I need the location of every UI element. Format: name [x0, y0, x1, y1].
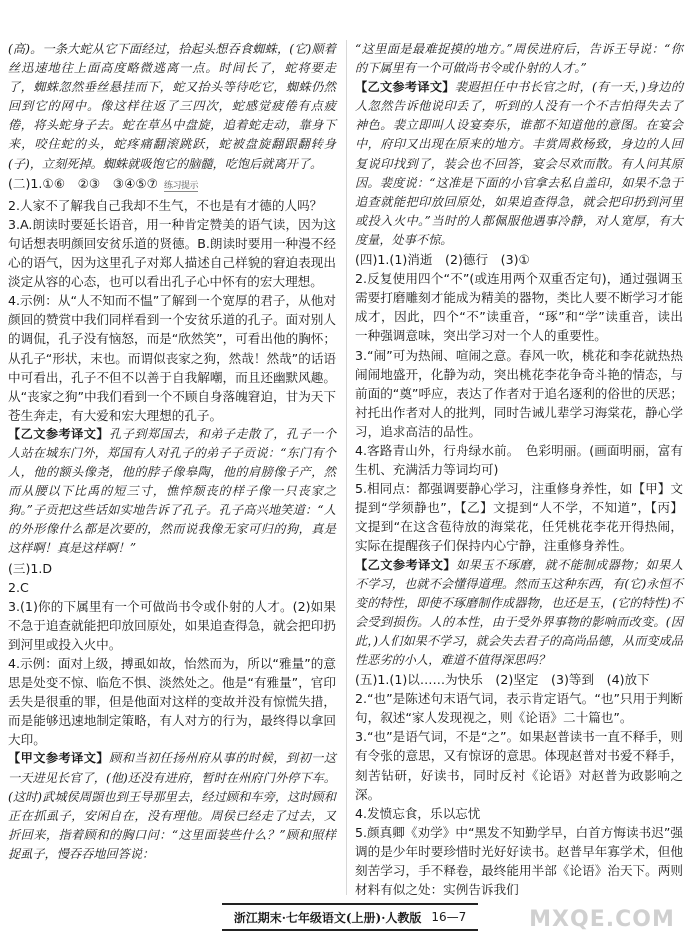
paragraph-text: 4.示例：面对上级，搏虱如故，怡然而为，所以“雅量”的意思是处变不惊、临危不惧、淡然处之。他是“有雅量”，官印丢失是很重的罪，但是他面对这样的变故并没有惊慌失措，而是能够迅速地制定策略，有人对方的行为，最终得以拿回大印。 — [8, 656, 336, 748]
answer-paragraph — [8, 196, 336, 215]
answer-paragraph — [355, 441, 683, 479]
answer-paragraph — [8, 578, 336, 597]
translation-tag: 【乙文参考译文】 — [8, 426, 110, 441]
paragraph-text: 3.(1)你的下属里有一个可做尚书令或仆射的人才。(2)如果不急于追查就能把印放回原处，如果追查得急，就会把印扔到河里或投入火中。 — [8, 598, 336, 652]
paragraph-text: 2.“也”是陈述句末语气词，表示肯定语气。“也”只用于判断句，叙述“家人发现视之，则《论语》二十篇也”。 — [355, 691, 683, 726]
paragraph-text: 2.人家不了解我自己我却不生气，不也是有才德的人吗？ — [8, 197, 323, 213]
page-footer — [222, 903, 478, 931]
answer-paragraph — [355, 670, 683, 689]
paragraph-text: 如果玉不琢磨，就不能制成器物；如果人不学习，也就不会懂得道理。然而玉这种东西，有(它)永恒不变的特性，即使不琢磨制作成器物，也还是玉，(它的特性)不会受到损伤。人的本性，由于受外界事物的影响而改变。(因此，)人们如果不学习，就会失去君子的高尚品德，从而变成品性恶劣的小人，难道不值得深思吗？ — [355, 557, 684, 667]
paragraph-text: 4.客路青山外，行舟绿水前。 色彩明丽。(画面明丽，富有生机、充满活力等词均可) — [355, 442, 683, 478]
paragraph-text: 3.“也”是语气词，不是“之”。如果赵普读书一直不释手，则有令张的意思，又有惊讶的意思。体现赵普对书爱不释手，刻苦钻研，好读书，同时反衬《论语》对赵普为政影响之深。 — [355, 729, 683, 802]
translation-tag: 【甲文参考译文】 — [8, 751, 110, 766]
answer-paragraph — [355, 727, 683, 803]
paragraph-text: 4.示例：从“人不知而不愠”了解到一个宽厚的君子，从他对颜回的赞赏中我们同样看到一个安贫乐道的孔子。面对别人的调侃，孔子没有恼怒，而是“欣然笑”，可看出他的胸怀；从孔子“形状，末也。而谓似丧家之狗，然哉！然哉”的话语中可看出，孔子不但不以善于自我解嘲，而且还幽默风趣。从“丧家之狗”中我们看到一个不顾自身落魄窘迫，甘为天下苍生奔走，有大爱和宏大理想的孔子。 — [8, 293, 336, 423]
paragraph-text: “这里面是最难捉摸的地方。”周侯进府后，告诉王导说：“你的下属里有一个可做尚书令或仆射的人才。” — [355, 42, 683, 76]
answer-paragraph — [355, 804, 683, 823]
watermark-logo: MXQE.COM — [529, 906, 675, 932]
paragraph-text: (高)。一条大蛇从它下面经过，拾起头想吞食蜘蛛，(它)顺着丝迅速地往上面高度略微逃离一点。时间长了，蛇将要走了，蜘蛛忽然垂丝悬挂而下，蛇又抬头等待吃它，蜘蛛仍然回到它的网中。像这样往返了三四次，蛇感觉疲倦有点疲倦，将头蛇身子去。蛇在草丛中盘旋，追着蛇走动，靠身下来，咬住蛇的头，蛇疼痛翻滚跳跃，蛇被盘旋翻跟翻转身(子)，立刻死掉。蜘蛛就吸饱它的脑髓，吃饱后就离开了。 — [8, 42, 336, 171]
right-column — [355, 40, 683, 899]
paragraph-text: (五)1.(1)以……为快乐 (2)坚定 (3)等到 (4)放下 — [355, 672, 650, 688]
paragraph-text: 5.相同点：都强调要静心学习，注重修身养性，如【甲】文提到“学须静也”，【乙】文提到“人不学，不知道”，【丙】文提到“在这含苞待放的海棠花，任凭桃花李花开得热闹，实际在提醒孩子们保持内心宁静，注重修身养性。 — [355, 481, 683, 554]
answer-paragraph — [355, 479, 683, 555]
answer-paragraph — [355, 556, 683, 671]
page-number: 16—7 — [431, 910, 467, 924]
answer-paragraph — [8, 40, 336, 174]
paragraph-text: 顾和当初任扬州府从事的时候，到初一这一天进见长官了，(他)还没有进府，暂时在州府门外停下车。(这时)武城侯周顗也到王导那里去，经过顾和车旁，这时顾和正在抓虱子，安闲自在，没有理他。周侯已经走了过去，又折回来，指着顾和的胸口问：“这里面装些什么？”顾和照样捉虱子，慢吞吞地回答说： — [8, 751, 337, 861]
footer-title: 浙江期末·七年级语文(上册)·人教版 — [233, 910, 422, 925]
answer-paragraph — [355, 40, 683, 78]
answer-paragraph — [355, 689, 683, 727]
left-column — [8, 40, 336, 864]
answer-paragraph — [8, 749, 336, 864]
answer-paragraph — [355, 269, 683, 345]
paragraph-text: 2.C — [8, 579, 29, 595]
translation-tag: 【乙文参考译文】 — [355, 80, 455, 95]
paragraph-text: 裴遐担任中书长官之时，(有一天，)身边的人忽然告诉他说印丢了，听到的人没有一个不吉怕得失去了神色。裴立即叫人设宴奏乐，谁都不知道他的意图。在宴会中，府印又出现在原来的地方。丰赏周救杨致，身边的人回复说印找到了，装会也不回答，宴会尽欢而散。有人问其原因。裴度说：“这准是下面的小官拿去私自盖印，如果不急于追查就能把印放回原处，如果追查得急，就会把印扔到河里或投入火中。”当时的人都佩服他遇事冷静，对人宽厚，有大度量，处事不惊。 — [355, 80, 684, 247]
answer-paragraph — [8, 559, 336, 578]
answer-paragraph — [8, 215, 336, 291]
paragraph-text: 5.颜真卿《劝学》中“黑发不知勤学早，白首方悔读书迟”强调的是少年时要珍惜时光好好读书。赵普早年寡学术，但他刻苦学习，手不释卷，最终能用半部《论语》治天下。两则材料有似之处：实例告诉我们 — [355, 824, 683, 898]
translation-tag: 【乙文参考译文】 — [355, 557, 457, 572]
answer-paragraph — [8, 654, 336, 749]
paragraph-text: 3.A.朗读时要延长语音，用一种肯定赞美的语气读，因为这句话想表明颜回安贫乐道的贤德。B.朗读时要用一种漫不经心的语气，因为这里孔子对郑人描述自己样貌的窘迫表现出淡定从容的心态，也可以看出孔子心中怀有的宏大理想。 — [8, 216, 336, 290]
paragraph-text: 孔子到郑国去，和弟子走散了，孔子一个人站在城东门外，郑国有人对孔子的弟子子贡说：“东门有个人，他的额头像尧，他的脖子像皋陶，他的肩膀像子产，然而从腰以下比禹的短三寸，憔悴颓丧的样子像一只丧家之狗。”子贡把这些话如实地告诉了孔子。孔子高兴地笑道：“人的外形像什么都是次要的，然而说我像无家可归的狗，真是这样啊！真是这样啊！” — [8, 426, 337, 556]
answer-paragraph — [8, 597, 336, 654]
paragraph-text: 3.“闹”可为热闹、喧闹之意。春风一吹，桃花和李花就热热闹闹地盛开，化静为动，突出桃花李花争奇斗艳的情态，与前面的“奠”呼应，表达了作者对于追名逐利的俗世的厌恶；衬托出作者对人的批判，同时告诫儿辈学习海棠花，静心学习，追求高洁的品性。 — [355, 347, 683, 439]
paragraph-text: (二)1.①⑥ ②③ ③④⑤⑦ — [8, 175, 158, 191]
answer-paragraph — [355, 78, 683, 250]
paragraph-text: 2.反复使用四个“不”(或连用两个双重否定句)，通过强调玉需要打磨雕刻才能成为精美的器物，类比人要不断学习才能成才，因此，四个“不”读重音，“琢”和“学”读重音，读出一种强调意味，突出学习对一个人的重要性。 — [355, 271, 683, 344]
column-divider — [346, 40, 347, 895]
answer-paragraph — [355, 346, 683, 441]
paragraph-text: 4.发愤忘食，乐以忘忧 — [355, 805, 481, 821]
answer-paragraph — [8, 174, 336, 196]
answer-paragraph — [8, 291, 336, 425]
answer-paragraph — [8, 425, 336, 559]
stamp-mark: 练习提示 — [163, 180, 198, 191]
paragraph-text: (四)1.(1)消逝 (2)德行 (3)① — [355, 252, 530, 268]
answer-paragraph — [355, 823, 683, 899]
paragraph-text: (三)1.D — [8, 560, 53, 576]
answer-paragraph — [355, 250, 683, 269]
